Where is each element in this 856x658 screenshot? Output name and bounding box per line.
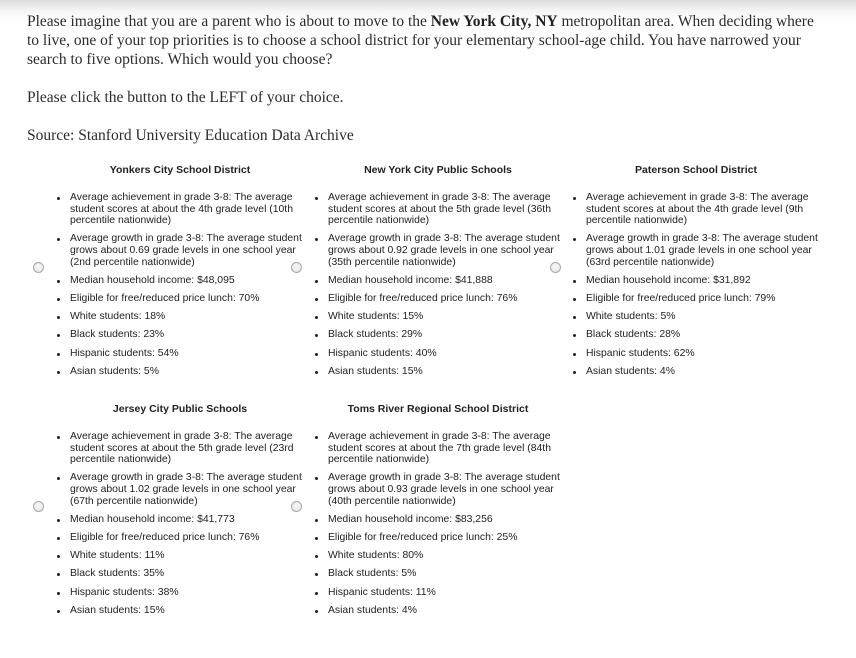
fact-hispanic: Hispanic students: 40%: [328, 348, 566, 360]
facts-list: [52, 431, 308, 616]
question-text: [27, 12, 827, 145]
fact-black: Black students: 28%: [586, 329, 824, 341]
fact-lunch: Eligible for free/reduced price lunch: 76%: [70, 532, 308, 544]
metro-area: New York City, NY: [430, 13, 558, 30]
option-title: New York City Public Schools: [364, 164, 512, 176]
option-card-toms-river: [310, 403, 566, 623]
facts-list: [310, 431, 566, 616]
choice-radio-jersey-city[interactable]: [33, 501, 44, 512]
option-card-jersey-city: [52, 403, 308, 623]
fact-asian: Asian students: 4%: [328, 605, 566, 617]
fact-white: White students: 5%: [586, 311, 824, 323]
option-card-yonkers: [52, 164, 308, 384]
option-title: Toms River Regional School District: [347, 403, 529, 415]
choice-radio-nyc[interactable]: [291, 262, 302, 273]
fact-asian: Asian students: 15%: [328, 366, 566, 378]
fact-growth: Average growth in grade 3-8: The average student grows about 0.69 grade levels in one school year (2nd percentile nationwide): [70, 233, 308, 268]
choice-radio-toms-river[interactable]: [291, 501, 302, 512]
instruction-text: Please click the button to the LEFT of your choice.: [27, 89, 344, 106]
fact-achievement: Average achievement in grade 3-8: The average student scores at about the 4th grade level (10th percentile nationwide): [70, 192, 308, 227]
fact-white: White students: 80%: [328, 550, 566, 562]
fact-white: White students: 11%: [70, 550, 308, 562]
fact-white: White students: 18%: [70, 311, 308, 323]
fact-asian: Asian students: 15%: [70, 605, 308, 617]
fact-growth: Average growth in grade 3-8: The average student grows about 0.93 grade levels in one school year (40th percentile nationwide): [328, 472, 566, 507]
question-prompt: Please imagine that you are a parent who is about to move to the New York City, NY metropolitan area. When deciding where to live, one of your top priorities is to choose a school district for your elementary school-age child. You have narrowed your search to five options. Which would you choose?: [27, 13, 814, 68]
option-card-paterson: [568, 164, 824, 384]
facts-list: [52, 192, 308, 377]
fact-hispanic: Hispanic students: 62%: [586, 348, 824, 360]
fact-income: Median household income: $41,888: [328, 275, 566, 287]
fact-black: Black students: 23%: [70, 329, 308, 341]
fact-lunch: Eligible for free/reduced price lunch: 76%: [328, 293, 566, 305]
fact-income: Median household income: $41,773: [70, 514, 308, 526]
fact-achievement: Average achievement in grade 3-8: The average student scores at about the 4th grade level (9th percentile nationwide): [586, 192, 824, 227]
fact-black: Black students: 35%: [70, 568, 308, 580]
fact-white: White students: 15%: [328, 311, 566, 323]
fact-achievement: Average achievement in grade 3-8: The average student scores at about the 5th grade level (23rd percentile nationwide): [70, 431, 308, 466]
fact-asian: Asian students: 4%: [586, 366, 824, 378]
option-title: Jersey City Public Schools: [112, 403, 248, 415]
fact-hispanic: Hispanic students: 38%: [70, 587, 308, 599]
fact-income: Median household income: $31,892: [586, 275, 824, 287]
fact-income: Median household income: $83,256: [328, 514, 566, 526]
facts-list: [310, 192, 566, 377]
fact-lunch: Eligible for free/reduced price lunch: 25%: [328, 532, 566, 544]
fact-achievement: Average achievement in grade 3-8: The average student scores at about the 7th grade level (84th percentile nationwide): [328, 431, 566, 466]
fact-growth: Average growth in grade 3-8: The average student grows about 0.92 grade levels in one school year (35th percentile nationwide): [328, 233, 566, 268]
fact-income: Median household income: $48,095: [70, 275, 308, 287]
fact-black: Black students: 29%: [328, 329, 566, 341]
source-text: Source: Stanford University Education Data Archive: [27, 127, 354, 144]
choice-radio-paterson[interactable]: [550, 262, 561, 273]
option-title: Paterson School District: [635, 164, 757, 176]
fact-black: Black students: 5%: [328, 568, 566, 580]
fact-achievement: Average achievement in grade 3-8: The average student scores at about the 5th grade level (36th percentile nationwide): [328, 192, 566, 227]
choice-radio-yonkers[interactable]: [33, 262, 44, 273]
fact-growth: Average growth in grade 3-8: The average student grows about 1.01 grade levels in one school year (63rd percentile nationwide): [586, 233, 824, 268]
option-title: Yonkers City School District: [109, 164, 251, 176]
option-card-nyc: [310, 164, 566, 384]
fact-hispanic: Hispanic students: 54%: [70, 348, 308, 360]
fact-hispanic: Hispanic students: 11%: [328, 587, 566, 599]
fact-growth: Average growth in grade 3-8: The average student grows about 1.02 grade levels in one school year (67th percentile nationwide): [70, 472, 308, 507]
fact-lunch: Eligible for free/reduced price lunch: 70%: [70, 293, 308, 305]
fact-asian: Asian students: 5%: [70, 366, 308, 378]
facts-list: [568, 192, 824, 377]
fact-lunch: Eligible for free/reduced price lunch: 79%: [586, 293, 824, 305]
